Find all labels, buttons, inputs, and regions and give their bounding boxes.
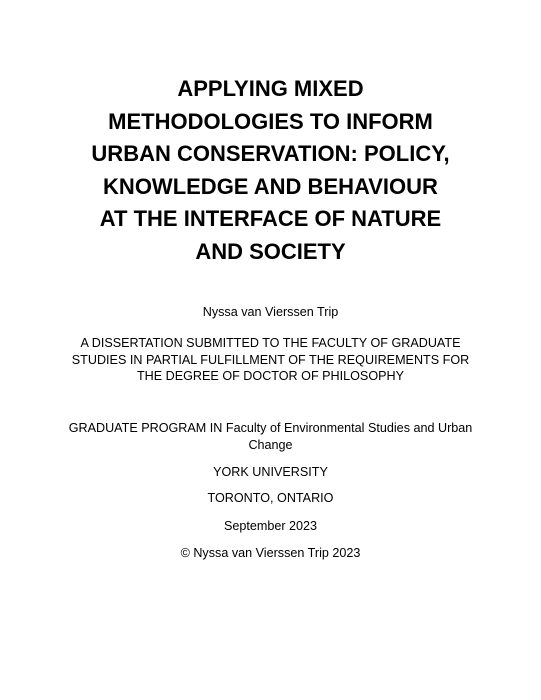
statement-line: A DISSERTATION SUBMITTED TO THE FACULTY OF GRADUATE	[80, 336, 461, 350]
author-name: Nyssa van Vierssen Trip	[202, 305, 339, 319]
location: TORONTO, ONTARIO	[207, 491, 334, 505]
program-line: Change	[248, 437, 293, 452]
title-line: URBAN CONSERVATION: POLICY,	[91, 141, 450, 166]
title-line: APPLYING MIXED	[177, 76, 364, 101]
statement-line: THE DEGREE OF DOCTOR OF PHILOSOPHY	[136, 369, 405, 383]
graduate-program	[40, 420, 501, 453]
program-line: GRADUATE PROGRAM IN Faculty of Environmental Studies and Urban	[68, 421, 473, 435]
copyright-notice: © Nyssa van Vierssen Trip 2023	[180, 546, 361, 560]
submission-date: September 2023	[223, 519, 318, 533]
title-line: AT THE INTERFACE OF NATURE	[99, 206, 442, 231]
dissertation-title	[40, 73, 501, 268]
title-line: KNOWLEDGE AND BEHAVIOUR	[103, 173, 438, 199]
title-line: AND SOCIETY	[195, 238, 346, 264]
submission-statement	[40, 335, 501, 385]
title-line: METHODOLOGIES TO INFORM	[108, 108, 433, 134]
statement-line: STUDIES IN PARTIAL FULFILLMENT OF THE REQUIREMENTS FOR	[71, 352, 470, 367]
university-name: YORK UNIVERSITY	[213, 465, 328, 479]
